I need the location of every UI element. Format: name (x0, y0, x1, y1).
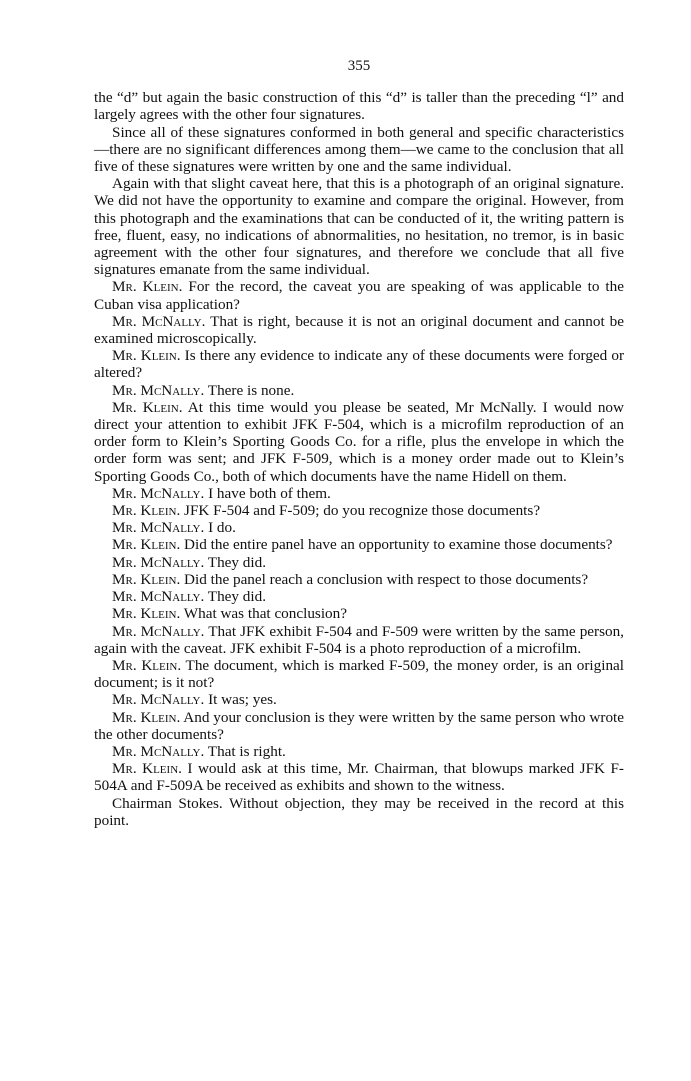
paragraph-text: The document, which is marked F-509, the money order, is an original document; is it not? (94, 656, 625, 692)
paragraph (94, 175, 624, 278)
paragraph (94, 89, 624, 123)
paragraph (94, 760, 624, 794)
paragraph (94, 485, 624, 502)
paragraph (94, 795, 624, 829)
speaker-label: Mr. McNally. (112, 622, 205, 640)
paragraph (94, 588, 624, 605)
paragraph-text: Is there any evidence to indicate any of these documents were forged or altered? (94, 347, 624, 382)
paragraph-text: For the record, the caveat you are speaking of was applicable to the Cuban visa application? (94, 278, 624, 313)
paragraph (94, 124, 624, 176)
speaker-label: Mr. Klein. (112, 656, 182, 674)
speaker-label: Mr. Klein. (112, 570, 181, 588)
paragraph-text: the “d” but again the basic construction of this “d” is taller than the preceding “l” and largely agrees with the other four signatures. (94, 89, 624, 124)
paragraph-text: That is right. (204, 742, 286, 760)
paragraph-text: They did. (204, 588, 267, 606)
speaker-label: Mr. McNally. (112, 484, 205, 502)
speaker-label: Mr. McNally. (112, 519, 205, 537)
speaker-label: Mr. Klein. (112, 708, 181, 726)
paragraph (94, 278, 624, 312)
paragraph (94, 399, 624, 485)
paragraph-text: At this time would you please be seated, Mr McNally. I would now direct your attention to exhibit JFK F-504, which is a microfilm reproduction of an order form to Klein’s Sporting Goods Co. for a rifle, plus the envelope in which the order form was sent; and JFK F-509, which is a money order made out to Klein’s Sporting Goods Co., both of which documents have the name Hidell on them. (94, 398, 624, 485)
speaker-label: Mr. McNally. (112, 553, 205, 571)
speaker-label: Mr. Klein. (112, 278, 183, 296)
paragraph-text: Did the entire panel have an opportunity to examine those documents? (180, 536, 613, 554)
paragraph (94, 536, 624, 553)
paragraph-text: Again with that slight caveat here, that this is a photograph of an original signature. We did not have the opportunity to examine and compare the original. However, from this photograph and the examinations that can be conducted of it, the writing pattern is free, fluent, easy, no indications of abnormalities, no hesitation, no tremor, is in basic agreement with the other four signatures, and therefore we conclude that all five signatures emanate from the same individual. (94, 175, 624, 279)
paragraph-text: I do. (204, 519, 236, 537)
paragraph (94, 554, 624, 571)
speaker-label: Mr. Klein. (112, 347, 181, 365)
paragraph-text: Did the panel reach a conclusion with respect to those documents? (180, 570, 589, 588)
paragraph-text: JFK F-504 and F-509; do you recognize those documents? (180, 502, 541, 520)
paragraph (94, 605, 624, 622)
paragraph-text: I would ask at this time, Mr. Chairman, that blowups marked JFK F-504A and F-509A be received as exhibits and shown to the witness. (94, 760, 624, 795)
speaker-label: Mr. Klein. (112, 760, 182, 778)
paragraph (94, 382, 624, 399)
speaker-label: Mr. McNally. (112, 381, 205, 399)
page-number: 355 (347, 58, 371, 74)
speaker-label: Mr. McNally. (112, 588, 205, 606)
paragraph (94, 691, 624, 708)
paragraph-text: It was; yes. (204, 691, 277, 709)
speaker-label: Mr. Klein. (112, 502, 181, 520)
paragraph-text: That JFK exhibit F-504 and F-509 were written by the same person, again with the caveat. JFK exhibit F-504 is a photo reproduction of a microfilm. (94, 622, 624, 657)
paragraph-text: What was that conclusion? (180, 605, 347, 623)
paragraph (94, 623, 624, 657)
paragraph (94, 657, 624, 691)
paragraph-text: And your conclusion is they were written by the same person who wrote the other documents? (94, 708, 624, 743)
paragraph (94, 709, 624, 743)
paragraph (94, 347, 624, 381)
paragraph-text: That is right, because it is not an original document and cannot be examined microscopically. (94, 312, 624, 348)
paragraph-text: I have both of them. (204, 484, 331, 502)
speaker-label: Mr. McNally. (112, 312, 206, 330)
paragraph-text: There is none. (204, 381, 295, 399)
paragraph-text: They did. (204, 553, 267, 571)
speaker-label: Mr. Klein. (112, 536, 181, 554)
paragraph (94, 313, 624, 347)
document-page (94, 58, 624, 829)
speaker-label: Mr. Klein. (112, 605, 181, 623)
paragraph (94, 743, 624, 760)
paragraph (94, 502, 624, 519)
speaker-label: Mr. McNally. (112, 691, 205, 709)
speaker-label: Mr. Klein. (112, 398, 183, 416)
speaker-label: Mr. McNally. (112, 742, 205, 760)
paragraph (94, 571, 624, 588)
paragraph (94, 519, 624, 536)
paragraph-text: Since all of these signatures conformed in both general and specific characteristics—there are no significant differences among them—we came to the conclusion that all five of these signatures were written by one and the same individual. (94, 123, 624, 176)
paragraph-text: Chairman Stokes. Without objection, they may be received in the record at this point. (94, 794, 624, 829)
